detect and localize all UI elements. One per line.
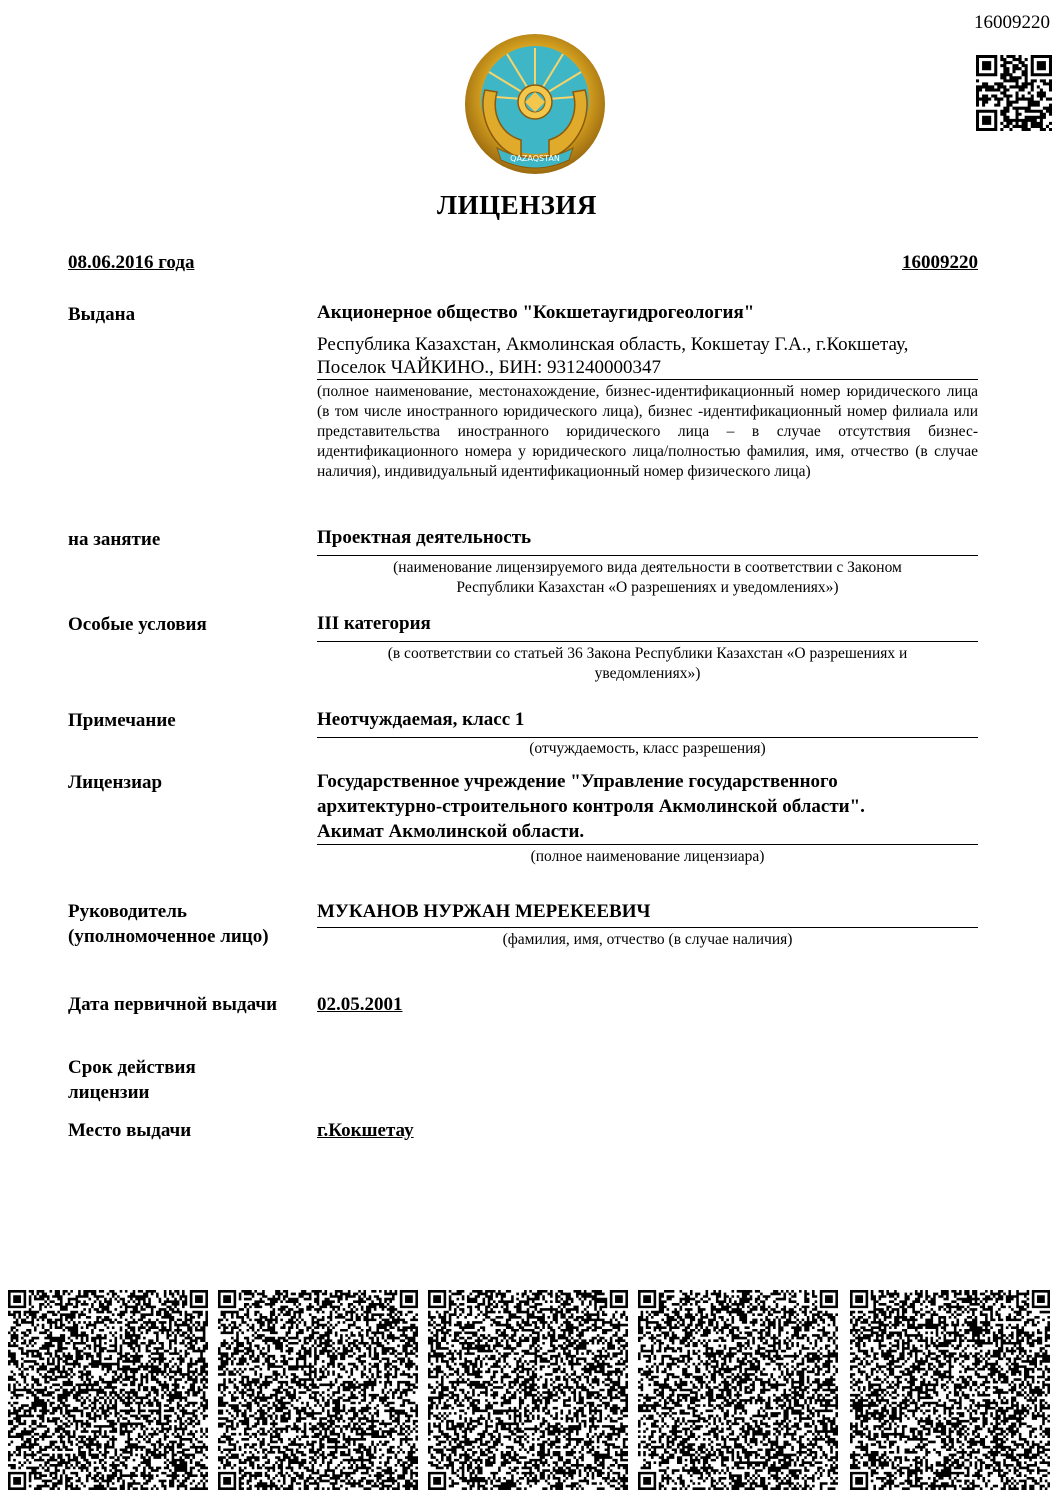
document-title: ЛИЦЕНЗИЯ (437, 190, 597, 220)
qr-code-2 (218, 1290, 418, 1490)
qr-code-4 (638, 1290, 838, 1490)
licensor-value-line1: Государственное учреждение "Управление государственного (317, 771, 838, 792)
conditions-caption-line2: уведомлениях») (594, 665, 701, 682)
issued-to-address-line1: Республика Казахстан, Акмолинская область, Кокшетау Г.А., г.Кокшетау, (317, 334, 909, 355)
conditions-value: III категория (317, 612, 978, 642)
place-value: г.Кокшетау (317, 1120, 414, 1141)
licensor-label: Лицензиар (68, 772, 163, 793)
activity-caption-line2: Республики Казахстан «О разрешениях и уведомлениях») (456, 579, 839, 596)
validity-label-line2: лицензии (68, 1082, 150, 1103)
emblem-text: QAZAQSTAN (510, 154, 560, 163)
issued-to-name: Акционерное общество "Кокшетаугидрогеология" (317, 302, 755, 323)
validity-label-line1: Срок действия (68, 1057, 196, 1078)
license-date: 08.06.2016 года (68, 252, 195, 273)
conditions-caption-line1: (в соответствии со статьей 36 Закона Республики Казахстан «О разрешениях и (387, 645, 908, 662)
licensor-value-line2: архитектурно-строительного контроля Акмолинской области". (317, 796, 865, 817)
activity-value: Проектная деятельность (317, 526, 978, 556)
issued-to-label: Выдана (68, 304, 136, 325)
qr-code-5 (850, 1290, 1050, 1490)
head-caption: (фамилия, имя, отчество (в случае наличия) (502, 931, 793, 948)
issued-to-caption: (полное наименование, местонахождение, бизнес-идентификационный номер юридического лица (в том числе иностранного юридического лица), бизнес -идентификационный номер филиала или представительства иностранного юридического лица – в случае отсутствия бизнес-идентификационного номера у юридического лица/полностью фамилия, имя, отчество (в случае наличия), индивидуальный идентификационный номер физического лица) (317, 383, 978, 480)
head-label-line2: (уполномоченное лицо) (68, 926, 269, 947)
first-issue-value: 02.05.2001 (317, 994, 403, 1015)
qr-code-1 (8, 1290, 208, 1490)
conditions-label: Особые условия (68, 614, 207, 635)
issued-to-address-line2: Поселок ЧАЙКИНО., БИН: 931240000347 (317, 356, 978, 380)
qr-code-small (976, 55, 1052, 131)
activity-caption-line1: (наименование лицензируемого вида деятельности в соответствии с Законом (393, 559, 902, 576)
head-label-line1: Руководитель (68, 901, 187, 922)
activity-label: на занятие (68, 529, 161, 550)
state-emblem-icon (461, 30, 609, 178)
licensor-caption: (полное наименование лицензиара) (530, 848, 765, 865)
place-label: Место выдачи (68, 1120, 192, 1141)
first-issue-label: Дата первичной выдачи (68, 994, 278, 1015)
qr-code-3 (428, 1290, 628, 1490)
note-caption: (отчуждаемость, класс разрешения) (529, 740, 766, 757)
document-number-top: 16009220 (974, 12, 1050, 33)
note-label: Примечание (68, 710, 176, 731)
licensor-value-line3: Акимат Акмолинской области. (317, 820, 978, 845)
note-value: Неотчуждаемая, класс 1 (317, 708, 978, 738)
license-number: 16009220 (902, 252, 978, 273)
head-value: МУКАНОВ НУРЖАН МЕРЕКЕЕВИЧ (317, 900, 978, 928)
